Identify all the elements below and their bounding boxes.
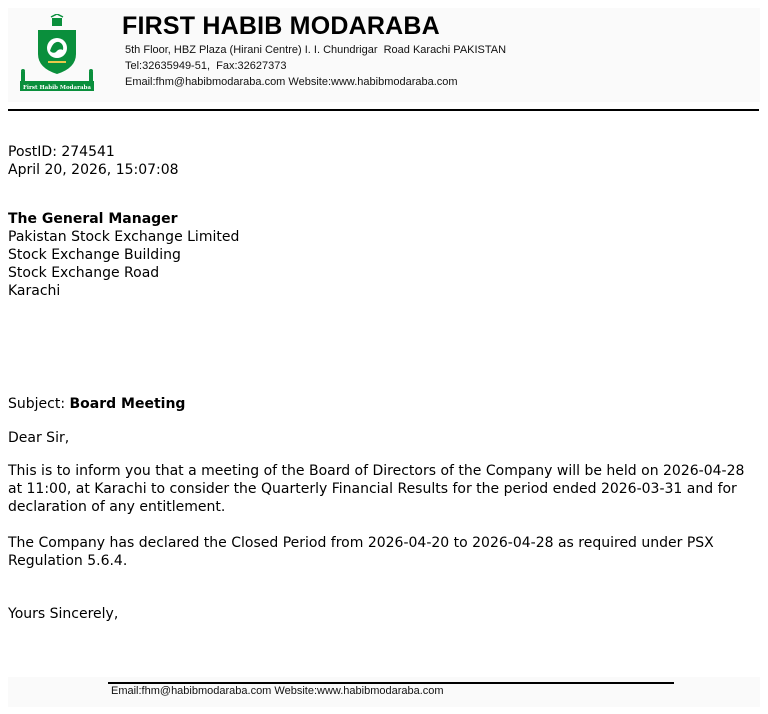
subject-label: Subject:: [8, 396, 70, 412]
salutation: Dear Sir,: [8, 430, 70, 446]
post-id: PostID: 274541: [8, 144, 115, 160]
closing: Yours Sincerely,: [8, 606, 119, 622]
header-divider: [8, 109, 759, 111]
company-logo: [18, 14, 96, 92]
footer-divider: [108, 682, 674, 684]
company-phone-fax: Tel:32635949-51, Fax:32627373: [125, 60, 287, 72]
company-name: FIRST HABIB MODARABA: [122, 12, 440, 40]
subject-value: Board Meeting: [69, 396, 186, 412]
letterhead: [8, 8, 760, 102]
body-paragraph-2: The Company has declared the Closed Period from 2026-04-20 to 2026-04-28 as required under PSX Regulation 5.6.4.: [8, 535, 714, 569]
body-paragraph-1: This is to inform you that a meeting of the Board of Directors of the Company will be held on 2026-04-28 at 11:00, at Karachi to consider the Quarterly Financial Results for the period ended 2026-03-31 and for declaration of any entitlement.: [8, 463, 745, 515]
recipient-title: The General Manager: [8, 211, 178, 227]
subject-line: [8, 395, 185, 413]
recipient-line: Pakistan Stock Exchange Limited: [8, 229, 240, 245]
recipient-line: Karachi: [8, 283, 61, 299]
footer: [8, 677, 760, 707]
company-address: 5th Floor, HBZ Plaza (Hirani Centre) I. I. Chundrigar Road Karachi PAKISTAN: [125, 44, 507, 56]
post-datetime: April 20, 2026, 15:07:08: [8, 162, 179, 178]
recipient-line: Stock Exchange Road: [8, 265, 160, 281]
logo-text: First Habib Modaraba: [23, 85, 91, 91]
footer-email-website: Email:fhm@habibmodaraba.com Website:www.habibmodaraba.com: [111, 685, 444, 697]
recipient-line: Stock Exchange Building: [8, 247, 181, 263]
company-email-website: Email:fhm@habibmodaraba.com Website:www.habibmodaraba.com: [125, 76, 458, 88]
